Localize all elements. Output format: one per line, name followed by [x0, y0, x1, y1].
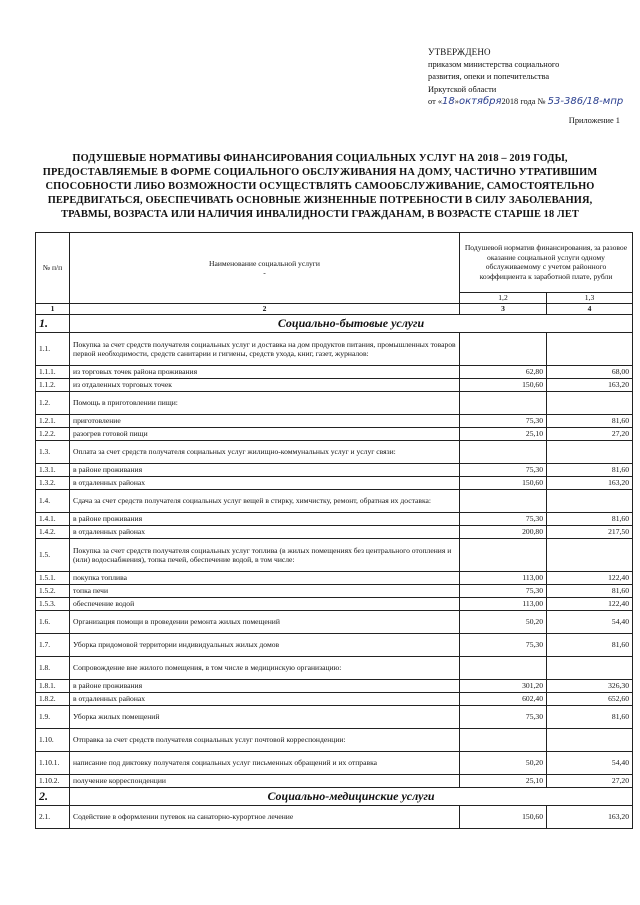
- index-1: 1: [36, 304, 70, 315]
- table-row: [36, 729, 633, 752]
- service-number: 1.2.2.: [36, 428, 70, 441]
- service-name: из отдаленных торговых точек: [70, 379, 460, 392]
- norm-value-coef-1-3: 68,00: [547, 366, 633, 379]
- service-number: 2.1.: [36, 806, 70, 829]
- handwritten-order-number: 53-386/18-мпр: [547, 96, 624, 108]
- service-name: Оплата за счет средств получателя социальных услуг жилищно-коммунальных услуг и услуг связи:: [70, 441, 460, 464]
- table-row: [36, 657, 633, 680]
- table-row: [36, 366, 633, 379]
- norm-value-coef-1-2: 75,30: [460, 585, 547, 598]
- service-number: 1.10.: [36, 729, 70, 752]
- service-number: 1.6.: [36, 611, 70, 634]
- approval-date-line: от «18»октября2018 года № 53-386/18-мпр: [428, 96, 624, 108]
- service-number: 1.8.: [36, 657, 70, 680]
- handwritten-day: 18: [442, 96, 455, 108]
- service-name: Сдача за счет средств получателя социальных услуг вещей в стирку, химчистку, ремонт, обратная их доставка:: [70, 490, 460, 513]
- handwritten-month: октября: [458, 96, 502, 108]
- table-row: [36, 598, 633, 611]
- service-number: 1.5.3.: [36, 598, 70, 611]
- service-name: Уборка жилых помещений: [70, 706, 460, 729]
- service-name: написание под диктовку получателя социальных услуг письменных обращений и их отправка: [70, 752, 460, 775]
- norm-value-coef-1-2: 25,10: [460, 428, 547, 441]
- service-number: 1.7.: [36, 634, 70, 657]
- norm-value-coef-1-2: [460, 392, 547, 415]
- service-number: 1.4.: [36, 490, 70, 513]
- section-row: [36, 315, 633, 333]
- section-number: 2.: [36, 788, 70, 806]
- norm-value-coef-1-2: [460, 539, 547, 572]
- service-name: Помощь в приготовлении пищи:: [70, 392, 460, 415]
- service-name: Содействие в оформлении путевок на санаторно-курортное лечение: [70, 806, 460, 829]
- norm-value-coef-1-3: 54,40: [547, 752, 633, 775]
- table-row: [36, 611, 633, 634]
- table-row: [36, 477, 633, 490]
- index-3: 3: [460, 304, 547, 315]
- norm-value-coef-1-2: 150,60: [460, 477, 547, 490]
- norm-value-coef-1-2: [460, 333, 547, 366]
- norm-value-coef-1-2: 62,80: [460, 366, 547, 379]
- table-row: [36, 680, 633, 693]
- norm-value-coef-1-2: 75,30: [460, 706, 547, 729]
- table-header-row: [36, 233, 633, 293]
- norm-value-coef-1-3: 81,60: [547, 585, 633, 598]
- norm-value-coef-1-3: 652,60: [547, 693, 633, 706]
- subheader-coef-1: 1,2: [460, 292, 547, 303]
- table-row: [36, 333, 633, 366]
- approval-line: приказом министерства социального: [428, 59, 560, 69]
- norms-table: [35, 232, 633, 829]
- norm-value-coef-1-2: [460, 729, 547, 752]
- service-number: 1.1.1.: [36, 366, 70, 379]
- norm-value-coef-1-3: 27,20: [547, 775, 633, 788]
- norm-value-coef-1-3: 122,40: [547, 598, 633, 611]
- norm-value-coef-1-3: 163,20: [547, 806, 633, 829]
- service-number: 1.2.: [36, 392, 70, 415]
- norm-value-coef-1-3: [547, 729, 633, 752]
- table-row: [36, 775, 633, 788]
- table-row: [36, 806, 633, 829]
- table-row: [36, 379, 633, 392]
- service-name: Организация помощи в проведении ремонта жилых помещений: [70, 611, 460, 634]
- table-row: [36, 441, 633, 464]
- service-number: 1.1.: [36, 333, 70, 366]
- service-name: Отправка за счет средств получателя социальных услуг почтовой корреспонденции:: [70, 729, 460, 752]
- norm-value-coef-1-2: 150,60: [460, 379, 547, 392]
- norm-value-coef-1-2: 602,40: [460, 693, 547, 706]
- table-row: [36, 490, 633, 513]
- service-name: Уборка придомовой территории индивидуальных жилых домов: [70, 634, 460, 657]
- service-name: покупка топлива: [70, 572, 460, 585]
- approval-heading: УТВЕРЖДЕНО: [428, 47, 491, 57]
- service-number: 1.3.2.: [36, 477, 70, 490]
- service-number: 1.2.1.: [36, 415, 70, 428]
- service-number: 1.5.1.: [36, 572, 70, 585]
- norm-value-coef-1-2: 75,30: [460, 464, 547, 477]
- service-number: 1.5.: [36, 539, 70, 572]
- index-2: 2: [70, 304, 460, 315]
- service-name: в районе проживания: [70, 680, 460, 693]
- section-row: [36, 788, 633, 806]
- norm-value-coef-1-3: 27,20: [547, 428, 633, 441]
- norm-value-coef-1-2: [460, 441, 547, 464]
- service-name: в отдаленных районах: [70, 693, 460, 706]
- norm-value-coef-1-2: 50,20: [460, 752, 547, 775]
- document-title: ПОДУШЕВЫЕ НОРМАТИВЫ ФИНАНСИРОВАНИЯ СОЦИАЛЬНЫХ УСЛУГ НА 2018 – 2019 ГОДЫ, ПРЕДОСТАВЛЯЕМЫЕ В ФОРМЕ СОЦИАЛЬНОГО ОБСЛУЖИВАНИЯ НА ДОМУ, ЧАСТИЧНО УТРАТИВШИМ СПОСОБНОСТИ ЛИБО ВОЗМОЖНОСТИ ОСУЩЕСТВЛЯТЬ САМООБСЛУЖИВАНИЕ, САМОСТОЯТЕЛЬНО ПЕРЕДВИГАТЬСЯ, ОБЕСПЕЧИВАТЬ ОСНОВНЫЕ ЖИЗНЕННЫЕ ПОТРЕБНОСТИ В СИЛУ ЗАБОЛЕВАНИЯ, ТРАВМЫ, ВОЗРАСТА ИЛИ НАЛИЧИЯ ИНВАЛИДНОСТИ ГРАЖДАНАМ, В ВОЗРАСТЕ СТАРШЕ 18 ЛЕТ: [42, 153, 598, 220]
- service-number: 1.1.2.: [36, 379, 70, 392]
- norm-value-coef-1-2: 75,30: [460, 513, 547, 526]
- service-number: 1.4.2.: [36, 526, 70, 539]
- header-name: Наименование социальной услуги -: [70, 233, 460, 304]
- table-row: [36, 706, 633, 729]
- service-name: обеспечение водой: [70, 598, 460, 611]
- service-number: 1.8.2.: [36, 693, 70, 706]
- norm-value-coef-1-3: [547, 441, 633, 464]
- norm-value-coef-1-2: 75,30: [460, 634, 547, 657]
- index-4: 4: [547, 304, 633, 315]
- section-title: Социально-бытовые услуги: [70, 315, 633, 333]
- norm-value-coef-1-2: 75,30: [460, 415, 547, 428]
- table-row: [36, 392, 633, 415]
- norm-value-coef-1-2: 113,00: [460, 598, 547, 611]
- service-number: 1.9.: [36, 706, 70, 729]
- header-num: № п/п: [36, 233, 70, 304]
- service-number: 1.10.1.: [36, 752, 70, 775]
- table-row: [36, 464, 633, 477]
- service-name: Покупка за счет средств получателя социальных услуг и доставка на дом продуктов питания, промышленных товаров первой необходимости, средств санитарии и гигиены, средств ухода, книг, газет, журналов:: [70, 333, 460, 366]
- service-number: 1.10.2.: [36, 775, 70, 788]
- norm-value-coef-1-3: [547, 392, 633, 415]
- norm-value-coef-1-3: 81,60: [547, 706, 633, 729]
- service-name: разогрев готовой пищи: [70, 428, 460, 441]
- service-name: топка печи: [70, 585, 460, 598]
- table-row: [36, 428, 633, 441]
- norm-value-coef-1-2: 50,20: [460, 611, 547, 634]
- service-number: 1.8.1.: [36, 680, 70, 693]
- table-row: [36, 539, 633, 572]
- section-title: Социально-медицинские услуги: [70, 788, 633, 806]
- table-row: [36, 693, 633, 706]
- approval-line: развития, опеки и попечительства: [428, 72, 550, 82]
- norm-value-coef-1-3: 326,30: [547, 680, 633, 693]
- service-name: в районе проживания: [70, 513, 460, 526]
- table-row: [36, 585, 633, 598]
- norm-value-coef-1-3: [547, 490, 633, 513]
- norm-value-coef-1-3: 81,60: [547, 634, 633, 657]
- approval-line: Иркутской области: [428, 84, 497, 94]
- service-number: 1.5.2.: [36, 585, 70, 598]
- service-name: в районе проживания: [70, 464, 460, 477]
- service-name: в отдаленных районах: [70, 477, 460, 490]
- appendix-label: Приложение 1: [568, 116, 620, 125]
- service-name: из торговых точек района проживания: [70, 366, 460, 379]
- table-row: [36, 634, 633, 657]
- norm-value-coef-1-2: 113,00: [460, 572, 547, 585]
- norm-value-coef-1-2: [460, 657, 547, 680]
- norm-value-coef-1-3: 163,20: [547, 477, 633, 490]
- norm-value-coef-1-3: [547, 539, 633, 572]
- approval-stamp: [428, 46, 633, 109]
- table-row: [36, 415, 633, 428]
- service-name: Сопровождение вне жилого помещения, в том числе в медицинскую организацию:: [70, 657, 460, 680]
- table-row: [36, 752, 633, 775]
- norm-value-coef-1-2: [460, 490, 547, 513]
- header-norm: Подушевой норматив финансирования, за разовое оказание социальной услуги одному обслуживаемому с учетом районного коэффициента к заработной плате, рубли: [460, 233, 633, 293]
- table-row: [36, 572, 633, 585]
- norm-value-coef-1-3: [547, 657, 633, 680]
- table-index-row: [36, 304, 633, 315]
- service-number: 1.3.: [36, 441, 70, 464]
- norm-value-coef-1-3: 217,50: [547, 526, 633, 539]
- service-number: 1.4.1.: [36, 513, 70, 526]
- norm-value-coef-1-2: 150,60: [460, 806, 547, 829]
- norm-value-coef-1-3: [547, 333, 633, 366]
- service-number: 1.3.1.: [36, 464, 70, 477]
- norm-value-coef-1-3: 54,40: [547, 611, 633, 634]
- subheader-coef-2: 1,3: [547, 292, 633, 303]
- norm-value-coef-1-3: 81,60: [547, 513, 633, 526]
- norm-value-coef-1-3: 122,40: [547, 572, 633, 585]
- service-name: в отдаленных районах: [70, 526, 460, 539]
- norm-value-coef-1-2: 301,20: [460, 680, 547, 693]
- service-name: получение корреспонденции: [70, 775, 460, 788]
- norm-value-coef-1-3: 81,60: [547, 415, 633, 428]
- norm-value-coef-1-2: 25,10: [460, 775, 547, 788]
- norm-value-coef-1-2: 200,80: [460, 526, 547, 539]
- table-row: [36, 526, 633, 539]
- section-number: 1.: [36, 315, 70, 333]
- norm-value-coef-1-3: 81,60: [547, 464, 633, 477]
- service-name: приготовление: [70, 415, 460, 428]
- table-row: [36, 513, 633, 526]
- norm-value-coef-1-3: 163,20: [547, 379, 633, 392]
- service-name: Покупка за счет средств получателя социальных услуг топлива (в жилых помещениях без центрального отопления и (или) водоснабжения), топка печей, обеспечение водой, в том числе:: [70, 539, 460, 572]
